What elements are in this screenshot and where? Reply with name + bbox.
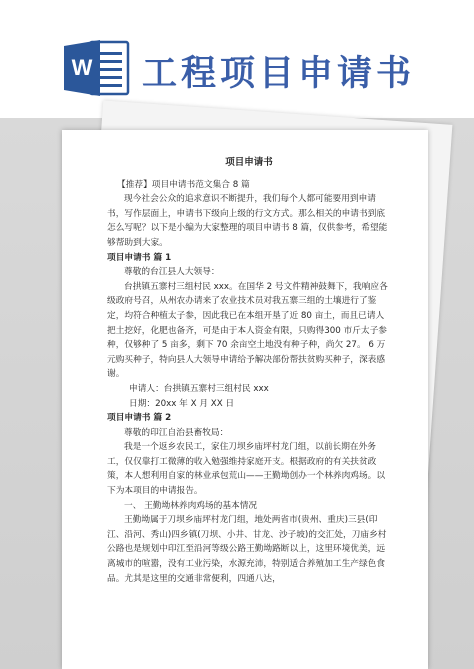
banner-title: 工程项目申请书 [142,54,416,94]
intro-tag: 【推荐】项目申请书范文集合 8 篇 [117,179,250,190]
section-1-salutation: 尊敬的台江县人大领导： [124,267,220,278]
section-1-heading: 项目申请书 篇 1 [107,252,172,263]
intro-paragraph: 现今社会公众的追求意识不断提升，我们每个人都可能要用到申请书，写作层面上，申请书下级向上级的行文方式。那么相关的申请书到底怎么写呢？以下是小编为大家整理的项目申请书 8 篇，仅供参考，希望能够帮助到大家。 [107,194,388,248]
section-1-applicant: 申请人：台拱镇五寨村三组村民 xxx [129,383,269,394]
header-banner [0,0,474,118]
section-2-body-2: 王勤坳属于刀坝乡庙坪村龙门组，地处两省市(贵州、重庆)三县(印江、沿河、秀山)四乡镇(刀坝、小井、甘龙、沙子坡)的交汇处，刀庙乡村公路也是规划中印江至沿河等级公路王勤坳路断以上，这里环境优美，远离城市的喧嚣，没有工业污染，水源充沛，特别适合养殖加工生产绿色食品。尤其是这里的交通非常便利，四通八达， [107,515,387,584]
logo-letter: W [71,55,93,80]
section-2-salutation: 尊敬的印江自治县畜牧局： [124,427,229,438]
section-1-date: 日期：20xx 年 X 月 XX 日 [129,398,235,409]
document-title: 项目申请书 [225,157,273,168]
document-body [107,156,391,586]
section-2-body: 我是一个返乡农民工，家住刀坝乡庙坪村龙门组，以前长期在外务工，仅仅靠打工微薄的收入勉强维持家庭开支。根据政府的有关扶贫政策，本人想利用自家的林业承包荒山——王勤坳创办一个林养肉鸡场。以下为本项目的申请报告。 [107,442,385,497]
document-page [62,130,428,669]
section-2-heading: 项目申请书 篇 2 [107,413,172,424]
section-2-subheading: 一、 王勤坳林养肉鸡场的基本情况 [124,500,258,511]
section-1-body: 台拱镇五寨村三组村民 xxx。在国华 2 号文件精神鼓舞下，我响应各级政府号召，从州农办请来了农业技术员对我五寨三组的土壤进行了鉴定，均符合种植太子参，因此我已在本组开垦了近 80 亩土，而且已请人把土挖好，化肥也备齐，可是由于本人资金有限，只购得300 市斤太子参种，仅够种了 5 亩多，剩下 70 余亩空土地没有种子种，尚欠 27。 6 万元购买种子，特向县人大领导申请给予解决部份帮扶贫购买种子，深表感谢。 [107,281,388,380]
word-logo-icon [64,38,130,98]
